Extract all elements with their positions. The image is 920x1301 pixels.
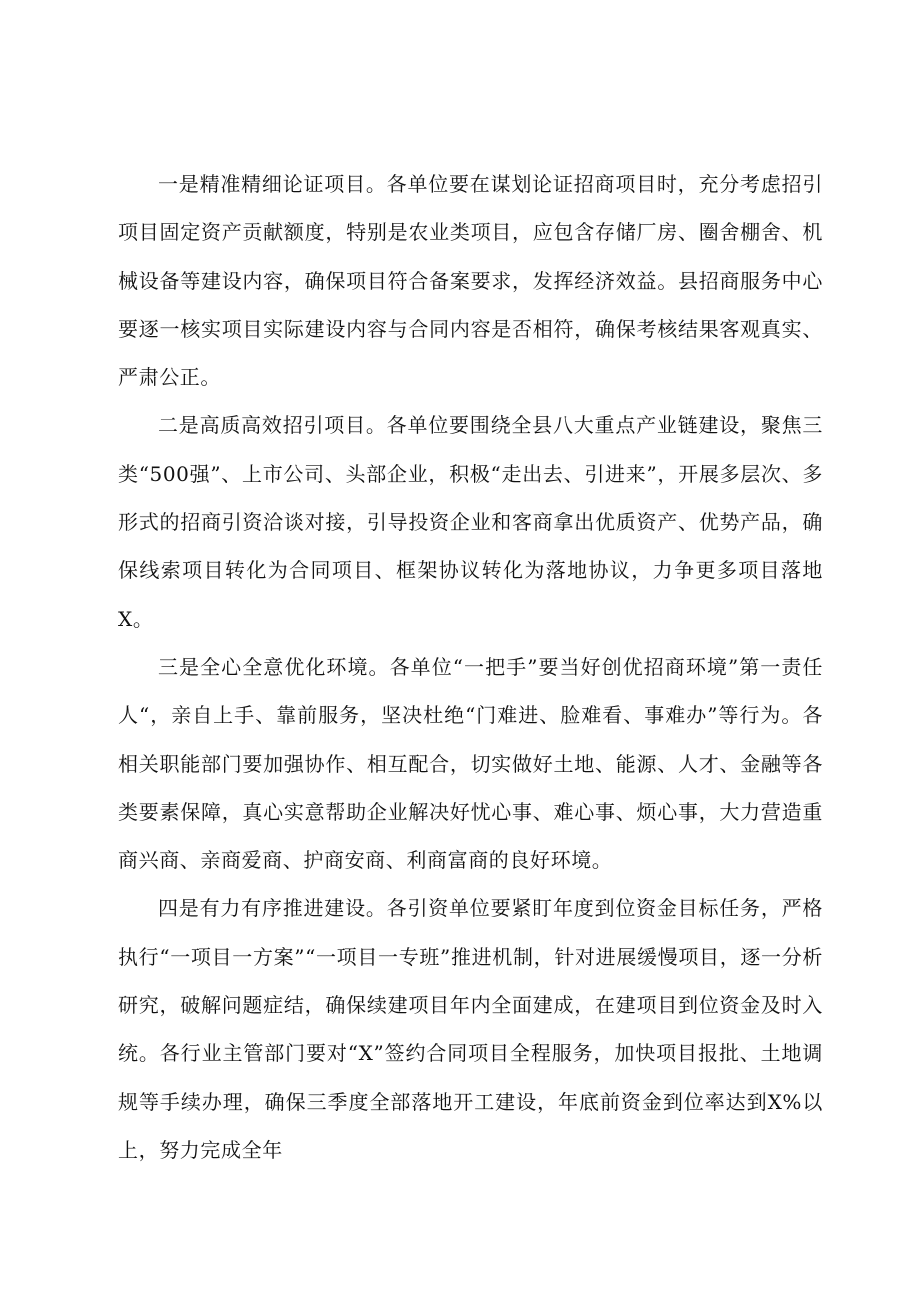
paragraph-2: 二是高质高效招引项目。各单位要围绕全县八大重点产业链建设，聚焦三类“500强”、上市公司、头部企业，积极“走出去、引进来”，开展多层次、多形式的招商引资洽谈对接，引导投资企业和客商拿出优质资产、优势产品，确保线索项目转化为合同项目、框架协议转化为落地协议，力争更多项目落地X。: [118, 413, 823, 631]
paragraph-4: 四是有力有序推进建设。各引资单位要紧盯年度到位资金目标任务，严格执行“一项目一方案”“一项目一专班”推进机制，针对进展缓慢项目，逐一分析研究，破解问题症结，确保续建项目年内全面建成，在建项目到位资金及时入统。各行业主管部门要对“X”签约合同项目全程服务，加快项目报批、土地调规等手续办理，确保三季度全部落地开工建设，年底前资金到位率达到X%以上，努力完成全年: [118, 896, 823, 1162]
document-body: [118, 160, 823, 1174]
paragraph-1: 一是精准精细论证项目。各单位要在谋划论证招商项目时，充分考虑招引项目固定资产贡献额度，特别是农业类项目，应包含存储厂房、圈舍棚舍、机械设备等建设内容，确保项目符合备案要求，发挥经济效益。县招商服务中心要逐一核实项目实际建设内容与合同内容是否相符，确保考核结果客观真实、严肃公正。: [118, 172, 823, 390]
paragraph-3: 三是全心全意优化环境。各单位“一把手”要当好创优招商环境”第一责任人“，亲自上手、靠前服务，坚决杜绝“门难进、脸难看、事难办”等行为。各相关职能部门要加强协作、相互配合，切实做好土地、能源、人才、金融等各类要素保障，真心实意帮助企业解决好忧心事、难心事、烦心事，大力营造重商兴商、亲商爱商、护商安商、利商富商的良好环境。: [118, 654, 823, 873]
